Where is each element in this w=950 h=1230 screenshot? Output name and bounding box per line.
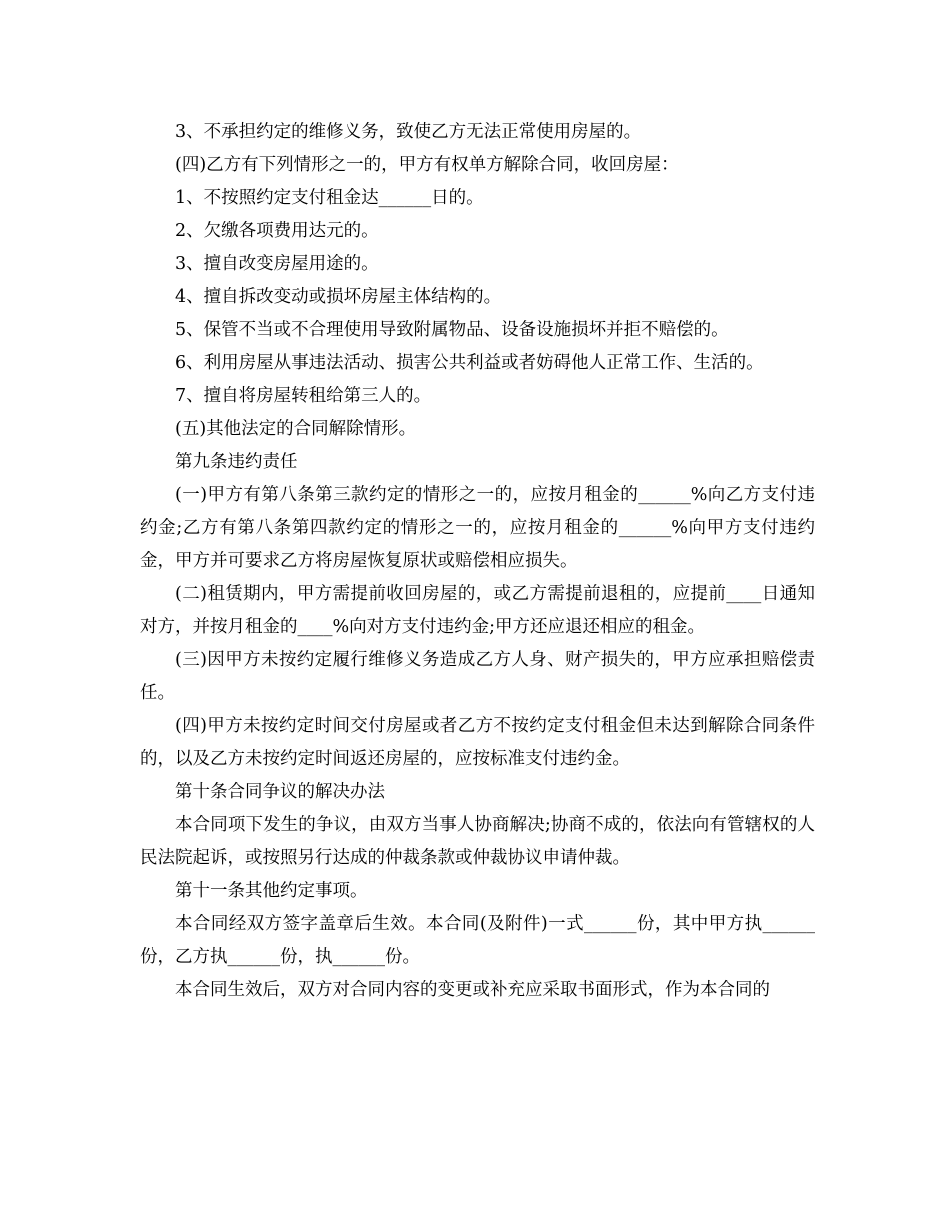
clause-paragraph: 本合同项下发生的争议，由双方当事人协商解决;协商不成的，依法向有管辖权的人民法院起诉，或按照另行达成的仲裁条款或仲裁协议申请仲裁。 (140, 815, 815, 868)
clause-line: 1、不按照约定支付租金达______日的。 (175, 188, 484, 208)
clause-line: 2、欠缴各项费用达元的。 (175, 221, 379, 241)
clause-heading: (四)乙方有下列情形之一的，甲方有权单方解除合同，收回房屋： (175, 155, 679, 175)
clause-paragraph: (一)甲方有第八条第三款约定的情形之一的，应按月租金的______%向乙方支付违约金;乙方有第八条第四款约定的情形之一的，应按月租金的______%向甲方支付违约金，甲方并可要求乙方将房屋恢复原状或赔偿相应损失。 (140, 485, 815, 571)
clause-line: 6、利用房屋从事违法活动、损害公共利益或者妨碍他人正常工作、生活的。 (175, 353, 764, 373)
article-heading: 第九条违约责任 (175, 452, 298, 472)
clause-paragraph: (三)因甲方未按约定履行维修义务造成乙方人身、财产损失的，甲方应承担赔偿责任。 (140, 650, 815, 703)
clause-line: 7、擅自将房屋转租给第三人的。 (175, 386, 432, 406)
clause-line: 4、擅自拆改变动或损坏房屋主体结构的。 (175, 287, 502, 307)
clause-line: 5、保管不当或不合理使用导致附属物品、设备设施损坏并拒不赔偿的。 (175, 320, 729, 340)
article-heading: 第十条合同争议的解决办法 (175, 782, 385, 802)
document-body (140, 116, 815, 1007)
clause-line: 3、擅自改变房屋用途的。 (175, 254, 379, 274)
clause-line: 3、不承担约定的维修义务，致使乙方无法正常使用房屋的。 (175, 122, 642, 142)
clause-paragraph: (四)甲方未按约定时间交付房屋或者乙方不按约定支付租金但未达到解除合同条件的，以及乙方未按约定时间返还房屋的，应按标准支付违约金。 (140, 716, 815, 769)
clause-paragraph: 本合同生效后，双方对合同内容的变更或补充应采取书面形式，作为本合同的 (175, 980, 770, 1000)
clause-heading: (五)其他法定的合同解除情形。 (175, 419, 417, 439)
clause-paragraph: (二)租赁期内，甲方需提前收回房屋的，或乙方需提前退租的，应提前____日通知对方，并按月租金的____%向对方支付违约金;甲方还应退还相应的租金。 (140, 584, 815, 637)
clause-paragraph: 本合同经双方签字盖章后生效。本合同(及附件)一式______份，其中甲方执______份，乙方执______份，执______份。 (140, 914, 815, 967)
article-heading: 第十一条其他约定事项。 (175, 881, 368, 901)
